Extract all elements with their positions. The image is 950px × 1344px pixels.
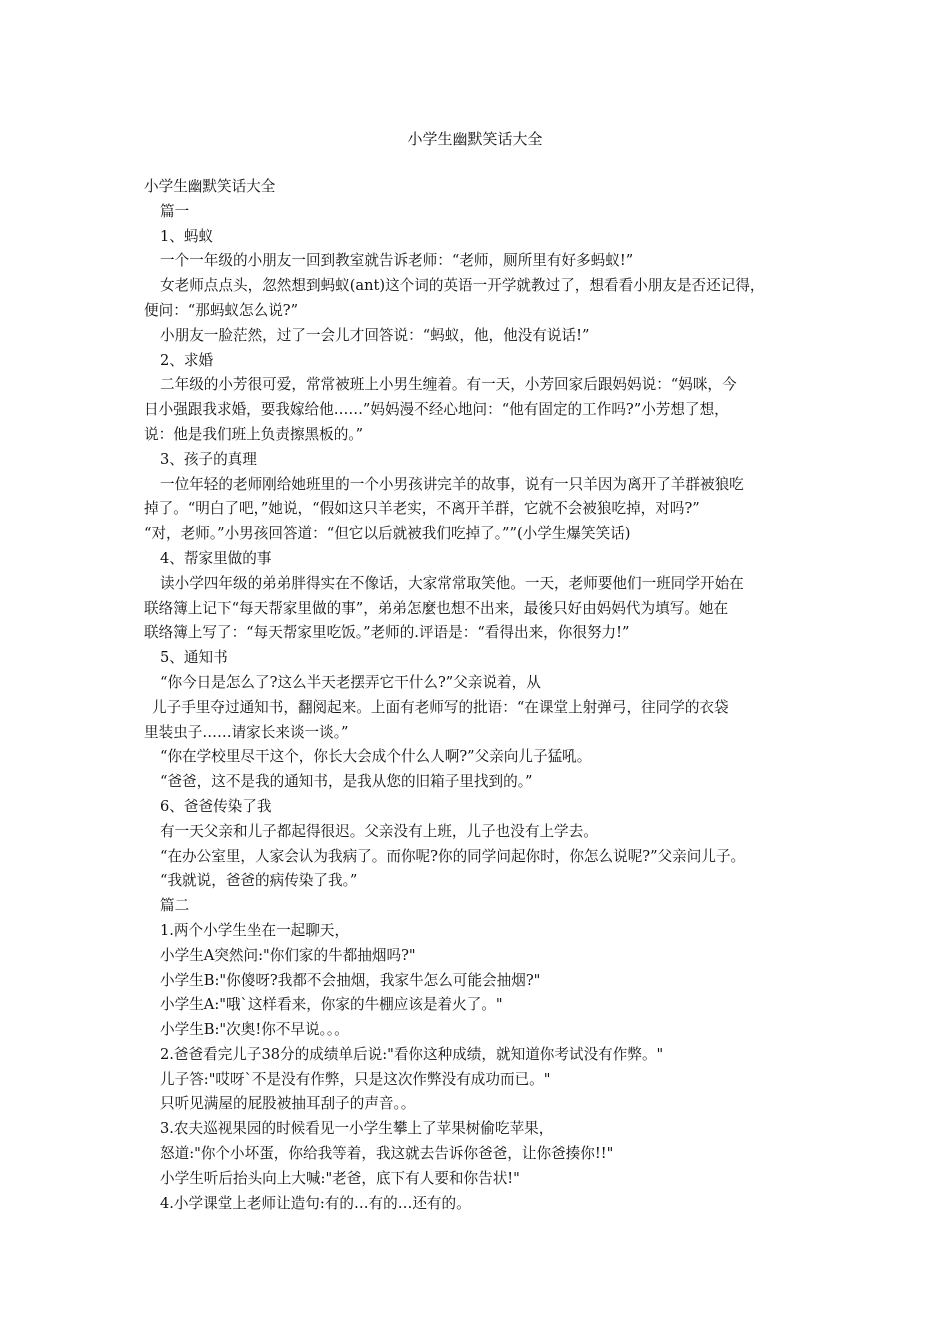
text-line: 2.爸爸看完儿子38分的成绩单后说:"看你这种成绩，就知道你考试没有作弊。"	[160, 1045, 664, 1063]
text-line: 6、爸爸传染了我	[160, 797, 272, 815]
text-line: 便问：“那蚂蚁怎么说?”	[144, 301, 299, 319]
document-body	[144, 175, 824, 1216]
text-line: 2、求婚	[160, 351, 214, 369]
text-line: “你今日是怎么了?这么半天老摆弄它干什么?”父亲说着，从	[160, 673, 541, 691]
text-line: 1、蚂蚁	[160, 227, 214, 245]
text-line: 一个一年级的小朋友一回到教室就告诉老师：“老师，厕所里有好多蚂蚁!”	[160, 252, 634, 270]
text-line: “爸爸，这不是我的通知书，是我从您的旧箱子里找到的。”	[160, 773, 533, 791]
text-line: 女老师点点头，忽然想到蚂蚁(ant)这个词的英语一开学就教过了，想看看小朋友是否还记得，	[160, 277, 765, 295]
text-line: 里装虫子……请家长来谈一谈。”	[144, 723, 349, 741]
text-line: 日小强跟我求婚，要我嫁给他……”妈妈漫不经心地问：“他有固定的工作吗?”小芳想了想，	[144, 401, 729, 419]
text-line: 小学生B:"次奥!你不早说。。。	[160, 1021, 349, 1039]
text-line: 只听见满屋的屁股被抽耳刮子的声音。。	[160, 1095, 416, 1113]
text-line: 小学生A:"哦`这样看来，你家的牛棚应该是着火了。"	[160, 996, 503, 1014]
text-line: 怒道:"你个小坏蛋，你给我等着，我这就去告诉你爸爸，让你爸揍你!!"	[160, 1145, 614, 1163]
text-line: 小学生幽默笑话大全	[144, 178, 276, 195]
text-line: 二年级的小芳很可爱，常常被班上小男生缠着。有一天，小芳回家后跟妈妈说：“妈咪，今	[160, 376, 737, 394]
text-line: 4.小学课堂上老师让造句:有的…有的…还有的。	[160, 1194, 471, 1212]
text-line: 3、孩子的真理	[160, 450, 257, 468]
text-line: 联络簿上记下“每天帮家里做的事”，弟弟怎麼也想不出来，最後只好由妈妈代为填写。她在	[144, 599, 729, 617]
text-line: 4、帮家里做的事	[160, 549, 272, 567]
text-line: 篇二	[160, 897, 190, 915]
text-line: 小朋友一脸茫然，过了一会儿才回答说：“蚂蚁，他，他没有说话!”	[160, 326, 590, 344]
text-line: 篇一	[160, 202, 190, 220]
text-line: 小学生听后抬头向上大喊:"老爸，底下有人要和你告状!"	[160, 1169, 520, 1187]
text-line: “你在学校里尽干这个，你长大会成个什么人啊?”父亲向儿子猛吼。	[160, 748, 592, 766]
text-line: 有一天父亲和儿子都起得很迟。父亲没有上班，儿子也没有上学去。	[160, 822, 598, 840]
text-line: 儿子答:"哎呀`不是没有作弊，只是这次作弊没有成功而已。"	[160, 1070, 551, 1088]
text-line: “我就说，爸爸的病传染了我。”	[160, 872, 358, 890]
text-line: 说：他是我们班上负责擦黑板的。”	[144, 425, 364, 443]
text-line: 3.农夫巡视果园的时候看见一小学生攀上了苹果树偷吃苹果，	[160, 1120, 554, 1138]
text-line: 儿子手里夺过通知书，翻阅起来。上面有老师写的批语：“在课堂上射弹弓，往同学的衣袋	[152, 698, 729, 716]
text-line: 一位年轻的老师刚给她班里的一个小男孩讲完羊的故事，说有一只羊因为离开了羊群被狼吃	[160, 475, 744, 493]
text-line: “对，老师。”小男孩回答道：“但它以后就被我们吃掉了。””(小学生爆笑笑话)	[144, 525, 631, 543]
text-line: 5、通知书	[160, 649, 228, 667]
text-line: 联络簿上写了：“每天帮家里吃饭。”老师的.评语是：“看得出来，你很努力!”	[144, 624, 630, 642]
page-title: 小学生幽默笑话大全	[407, 130, 543, 148]
text-line: 掉了。“明白了吧，”她说，“假如这只羊老实，不离开羊群，它就不会被狼吃掉，对吗?”	[144, 500, 700, 518]
text-line: 1.两个小学生坐在一起聊天，	[160, 921, 350, 939]
text-line: 小学生B:"你傻呀?我都不会抽烟，我家牛怎么可能会抽烟?"	[160, 971, 541, 989]
text-line: “在办公室里，人家会认为我病了。而你呢?你的同学问起你时，你怎么说呢?”父亲问儿子。	[160, 847, 746, 865]
text-line: 读小学四年级的弟弟胖得实在不像话，大家常常取笑他。一天，老师要他们一班同学开始在	[160, 574, 744, 592]
text-line: 小学生A突然问:"你们家的牛都抽烟吗?"	[160, 946, 416, 964]
